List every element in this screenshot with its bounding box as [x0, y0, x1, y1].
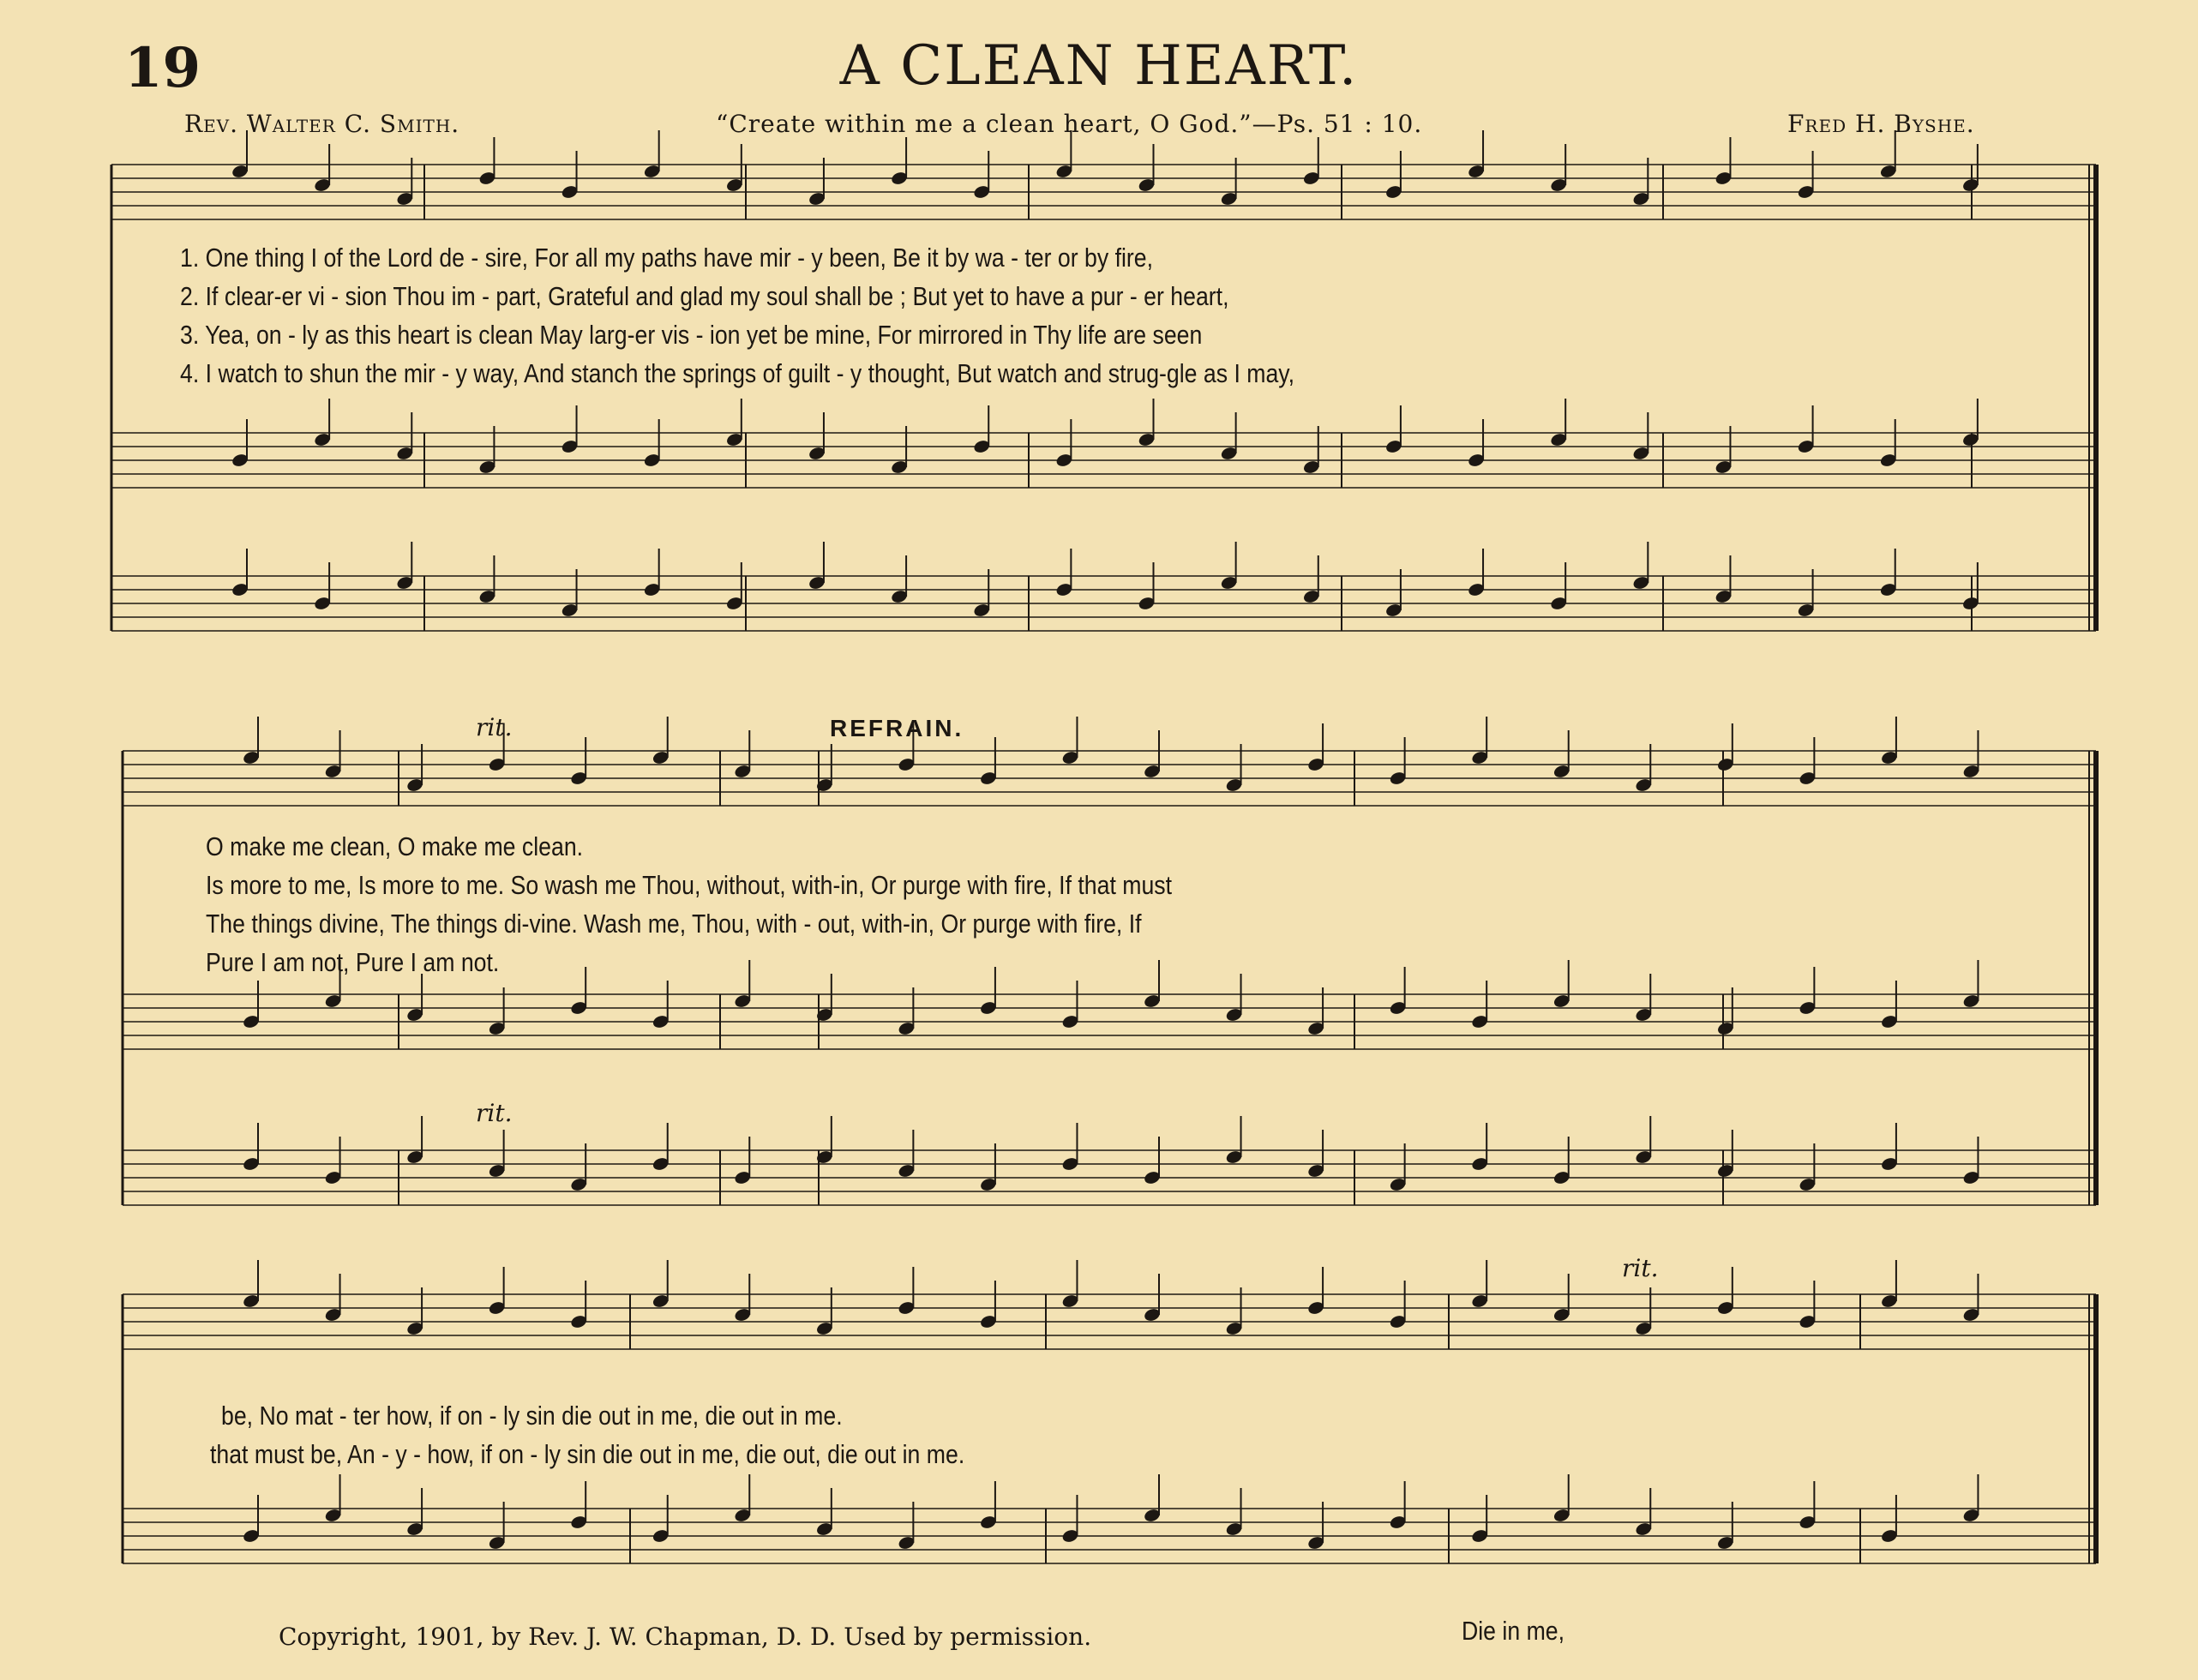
verse-2-line: 2. If clear-er vi - sion Thou im - part, Grateful and glad my soul shall be ; But yet to have a pur - er heart,: [180, 281, 1229, 311]
refrain-lyric-3: The things divine, The things di-vine. Wash me, Thou, with - out, with-in, Or purge with fire, If: [206, 909, 1142, 939]
copyright-notice: Copyright, 1901, by Rev. J. W. Chapman, D. D. Used by permission.: [279, 1623, 1092, 1651]
refrain-lyric-1: O make me clean, O make me clean.: [206, 831, 584, 861]
refrain-label: REFRAIN.: [830, 715, 964, 741]
refrain-lyric-2: Is more to me, Is more to me. So wash me Thou, without, with-in, Or purge with fire, If that must: [206, 870, 1173, 900]
hymn-title: A CLEAN HEART.: [839, 34, 1359, 98]
closing-lyric-1: be, No mat - ter how, if on - ly sin die out in me, die out in me.: [221, 1401, 843, 1431]
verse-4-line: 4. I watch to shun the mir - y way, And stanch the springs of guilt - y thought, But watch and strug-gle as I may,: [180, 358, 1295, 388]
verse-3-line: 3. Yea, on - ly as this heart is clean May larg-er vis - ion yet be mine, For mirrored in Thy life are seen: [180, 320, 1203, 350]
scripture-reference: “Create within me a clean heart, O God.”—Ps. 51 : 10.: [716, 110, 1423, 138]
composer-credit: Fred H. Byshe.: [1787, 110, 1975, 138]
refrain-lyric-4: Pure I am not, Pure I am not.: [206, 947, 500, 977]
rit-marking-final: rit.: [1622, 1254, 1659, 1282]
hymn-number: 19: [124, 36, 201, 100]
verse-1-line: 1. One thing I of the Lord de - sire, For all my paths have mir - y been, Be it by wa - ter or by fire,: [180, 243, 1154, 273]
closing-lyric-2: that must be, An - y - how, if on - ly sin die out in me, die out, die out in me.: [210, 1439, 965, 1469]
lyricist-credit: Rev. Walter C. Smith.: [184, 110, 460, 138]
bass-lyric: Die in me,: [1462, 1616, 1565, 1646]
rit-marking-upper: rit.: [476, 713, 513, 741]
rit-marking-lower: rit.: [476, 1099, 513, 1127]
